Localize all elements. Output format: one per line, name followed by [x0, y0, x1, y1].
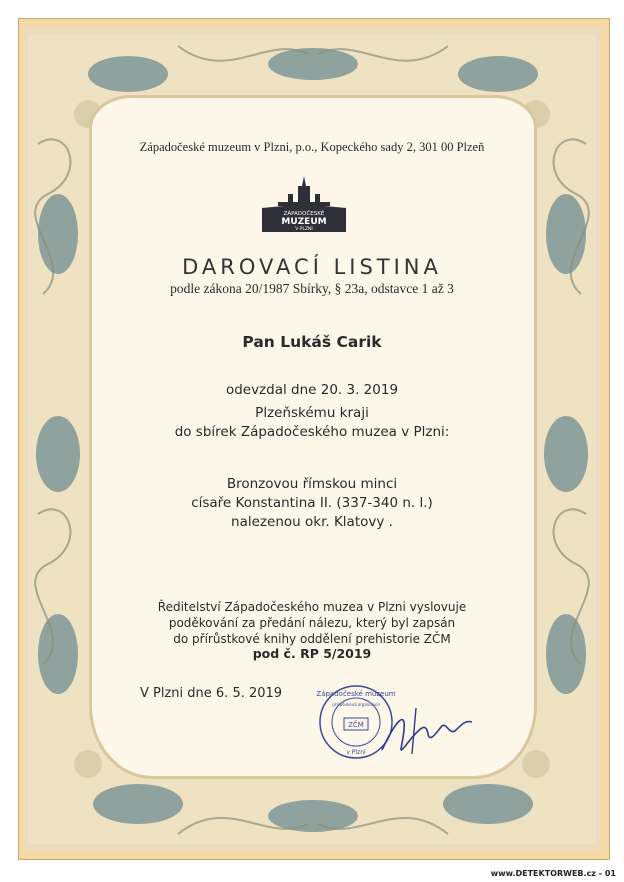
legal-basis: podle zákona 20/1987 Sbírky, § 23a, odstavce 1 až 3 — [170, 281, 454, 296]
donor-name: Pan Lukáš Carik — [242, 333, 382, 351]
institution-header: Západočeské muzeum v Plzni, p.o., Kopeckého sady 2, 301 00 Plzeň — [139, 140, 485, 154]
watermark-text: www.DETEKTORWEB.cz - 01 — [490, 869, 616, 878]
svg-text:V PLZNI: V PLZNI — [295, 227, 313, 232]
document-title: DAROVACÍ LISTINA — [182, 255, 442, 279]
thanks-line-2: poděkování za předání nálezu, který byl zapsán — [168, 616, 456, 630]
handover-date: odevzdal dne 20. 3. 2019 — [225, 382, 399, 398]
recipient-line-2: do sbírek Západočeského muzea v Plzni: — [174, 424, 450, 440]
recipient-line-1: Plzeňskému kraji — [255, 405, 369, 421]
svg-text:ZÁPADOČESKÉ: ZÁPADOČESKÉ — [283, 211, 325, 217]
thanks-line-1: Ředitelství Západočeského muzea v Plzni vyslovuje — [157, 600, 467, 614]
svg-text:v Plzni: v Plzni — [346, 749, 366, 756]
item-line-1: Bronzovou římskou minci — [226, 476, 398, 492]
svg-text:příspěvková organizace: příspěvková organizace — [332, 702, 380, 707]
svg-text:MUZEUM: MUZEUM — [281, 217, 327, 227]
thanks-line-3: do přírůstkové knihy oddělení prehistorie ZČM — [173, 632, 451, 646]
svg-text:Západočeské muzeum: Západočeské muzeum — [316, 690, 396, 698]
svg-text:ZČM: ZČM — [348, 721, 364, 729]
handwritten-signature-icon — [376, 700, 476, 760]
museum-logo-icon — [258, 172, 350, 234]
item-line-2: císaře Konstantina II. (337-340 n. l.) — [191, 495, 433, 511]
place-and-date: V Plzni dne 6. 5. 2019 — [140, 686, 283, 701]
record-number: pod č. RP 5/2019 — [252, 646, 372, 661]
item-line-3: nalezenou okr. Klatovy . — [231, 514, 393, 530]
